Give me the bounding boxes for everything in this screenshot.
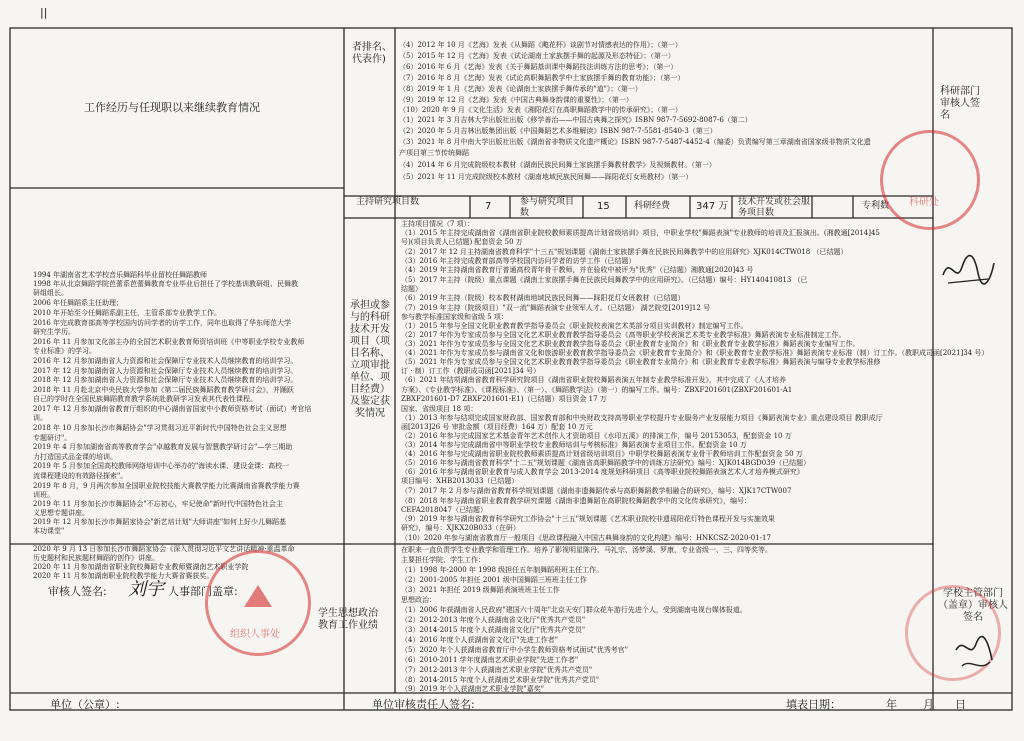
list-item: 2019 年 4 月参加湖南省高等教育学会"卓越教育发展与智慧教学研讨会"—学三期助 — [33, 443, 293, 451]
list-item: 2017 年 12 月参加湖南省人力资源和社会保障厅专业技术人员继续教育的培训学习。 — [33, 367, 298, 375]
political-label-line1: 学生思想政治 — [318, 608, 378, 619]
list-item: 主要担任学院、学生工作： — [401, 556, 485, 564]
list-item: 研究》，编号：XJKX20B033（在研） — [401, 524, 520, 532]
list-item: 项目编号：XHB2013033（已结题） — [401, 477, 519, 485]
list-item: （10）2020 年参与湖南省教育厅一般项目《思政课程融入中国古典舞身韵的文化构建》编号：HNKCSZ-2020-01-17 — [401, 534, 771, 542]
list-item: （5）2017 年主持（院级）重点课题《湖南土家族摆手舞在民族民间舞教学中的应用研究》。（已结题）编号：HY140410813 （已 — [401, 276, 808, 284]
list-item: （4）2012 年 10 月《艺海》发表《从舞蹈《飑花杯》谈剧节对情感表达的作用》；（第一） — [399, 41, 682, 49]
service-projects-label: 技术开发或社会服务项目数 — [738, 197, 811, 218]
list-item: （5）2016 年参与湖南省教育科学"十二五"规划课题《湖南省高职舞蹈教学中的训练方法研究》编号：XJK014BGD039（已结题） — [401, 459, 811, 467]
list-item: 参与教学标准国家级和省级 5 项： — [401, 313, 508, 321]
day-label: 日 — [955, 698, 966, 711]
list-item: （2）2001-2005 年担任 2001 级中国舞蹈三班班主任工作 — [401, 576, 587, 584]
header-mark: || — [40, 6, 48, 19]
list-item: （8）2014-2015 年度个人获湖南艺术职业学院"优秀共产党员" — [401, 676, 600, 684]
fill-date-label: 填表日期： — [786, 698, 841, 711]
political-label-line2: 教育工作业绩 — [318, 620, 378, 631]
list-item: （3）2021 年 8 月中南大学出版社出版《湖南省非物质文化遗产概论》ISBN 987-7-5487-4452-4（编委）负责编写第三章湖南省国家级非物质文化遗 — [399, 138, 871, 146]
list-item: 2019 年 11 月参加长沙市舞蹈协会"不忘初心，牢记使命"新时代中国特色社会主 — [33, 500, 283, 508]
month-label: 月 — [923, 698, 934, 711]
list-item: 2010 年开始至今任舞蹈系副主任，主管系部专业教学工作。 — [33, 309, 222, 317]
list-item: （6）2016 年参与湖南省职业教育与成人教育学会 2013-2014 度规划科研项目《高等职业院校舞蹈表演艺术人才培养模式研究》 — [401, 468, 804, 476]
seal-right-text: 科研处 — [909, 197, 939, 208]
list-item: （3）2016 年主持完成教育部高等学校国内访问学者的访学工作（已结题） — [401, 257, 636, 265]
patent-label: 专利数 — [862, 201, 890, 211]
research-signature-icon — [938, 245, 998, 295]
fund-label: 科研经费 — [634, 201, 671, 211]
list-item: （4）2016 年度个人获湖南省文化厅"先进工作者" — [401, 636, 558, 644]
list-item: 2020 年 9 月 13 日参加长沙市舞蹈家协会《深入贯彻习近平文艺讲话精神·重温革命 — [33, 545, 295, 553]
list-item: 专业标准》的学习。 — [33, 347, 96, 355]
unit-seal-label: 单位（公章）: — [50, 698, 120, 711]
list-item: 2016 年完成教育部高等学校国内访问学者的访学工作，同年也取得了华东师范大学 — [33, 319, 292, 327]
list-item: （6）2016 年 6 月《艺海》发表《关于舞蹈基训课中舞蹈技法训练方法的思考》；（第一） — [399, 63, 678, 71]
list-item: 思想政治： — [401, 596, 436, 604]
list-item: 2016 年 11 月参加文化部主办的全国艺术职业教育师资培训班《中等职业学校专业教师 — [33, 338, 305, 346]
list-item: （2）2016 年参与完成国家艺术基金青年艺术创作人才资助项目《水印五溪》的排演工作，编号 20153053，配套资金 10 万 — [401, 432, 792, 440]
list-item: （8）2019 年 1 月《艺海》发表《论湖南土家族摆手舞传承的"道"》；（第一） — [399, 85, 642, 93]
list-item: 订 · 制）订工作（教职成司函[2021]34 号） — [401, 367, 541, 375]
list-item: （2）2012-2013 年度个人获湖南省文化厅"优秀共产党员" — [401, 616, 586, 624]
list-item: 2006 年任舞蹈系主任助理； — [33, 299, 124, 307]
hr-seal-label: 人事部门盖章: — [168, 585, 238, 598]
research-review-line2: 审核人签 — [940, 98, 980, 109]
research-review-line1: 科研部门 — [940, 86, 980, 97]
list-item: 1994 年湖南省艺术学校音乐舞蹈科毕业留校任舞蹈教师 — [33, 271, 208, 279]
list-item: 义思想专题讲座。 — [33, 509, 89, 517]
list-item: 专题研讨"。 — [33, 434, 72, 442]
list-item: （5）2020 年个人获湖南省教育厅中小学生教师资格考试面试"优秀考官" — [401, 646, 628, 654]
list-item: 本功课堂" — [33, 527, 65, 535]
list-item: 2018 年 11 月赴北京中央民族大学参加《第二届民族舞蹈教育教学研讨会》，并踊跃 — [33, 386, 294, 394]
list-item: （3）2014-2015 年度个人获湖南省文化厅"优秀共产党员" — [401, 626, 586, 634]
list-item: 2019 年 8 月，9 月两次参加全国职业院校技能大赛教学能力比赛湖南省赛教学能力赛 — [33, 482, 300, 490]
projects-label: 承担或参与的科研技术开发项目（项目名称、立项审批单位、项目经费）及鉴定获奖情况 — [350, 300, 390, 419]
reviewer-signature: 刘宇 — [128, 579, 164, 600]
list-item: （1）2021 年 3 月吉林大学出版社出版《移学善治——中国古典舞之探究》ISBN 987-7-5692-8087-6（第二） — [399, 116, 752, 124]
list-item: 函[2013]26 号 审批金额（项目经费）164 万）配套 10 万元 — [401, 423, 593, 431]
list-item: （3）2021 年作为专家成员参与全国文化艺术职业教育教学指导委员会《职业教育专业简介》和《职业教育专业教学标准》舞蹈表演专业编写工作。 — [401, 340, 860, 348]
list-item: （4）2014 年 6 月完成院级校本教材《湖南民族民间舞土家族摆手舞教材教学》及视频教材。（第一） — [399, 161, 716, 169]
reviewer-label: 审核人签名: — [48, 585, 107, 598]
school-dept-review-label: 学校主管部门（盖章）审核人签名 — [938, 588, 1008, 623]
list-item: （5）2021 年作为专家成员参与全国文化艺术职业教育教学指导委员会《职业教育专业简介》和《职业教育专业教学标准》舞蹈表演与编导专业教学标准修 — [401, 358, 881, 366]
list-item: （5）2015 年 12 月《艺海》发表《试论湖南土家族摆手舞的起源及形态特征》；（第一） — [399, 52, 675, 60]
list-item: 国家、省级项目 18 项： — [401, 405, 478, 413]
hr-dept-seal — [205, 550, 311, 656]
list-item: 2019 年 5 月参加全国高校教师网络培训中心举办的"海读水课、建设金课：高校一 — [33, 462, 290, 470]
list-item: 2020 年 11 月参加湖南省职业院校舞蹈专业教师暨湖南艺术职业学院 — [33, 563, 249, 571]
list-item: （2）2017 年 12 月主持湖南省教育科学"十三五"规划课题《湖南土家族摆手舞在民族民间舞教学中的应用研究》XJK014CTW018 （已结题） — [401, 248, 848, 256]
list-item: 自己的学时在全国民族舞蹈教育教学系统赴教研学习发表其代表性课程。 — [33, 395, 257, 403]
list-item: 研组组长。 — [33, 289, 68, 297]
lead-projects-label: 主持研究项目数 — [356, 197, 420, 207]
list-item: （5）2021 年 11 月完成院级校本教材《湖南地域民族民间舞——踩阳花灯女班教材》（第一） — [399, 173, 693, 181]
list-item: 2018 年 10 月参加长沙市舞蹈协会"学习贯彻习近平新时代中国特色社会主义思想 — [33, 424, 287, 432]
seal-left-text: 组织人事处 — [230, 629, 280, 640]
list-item: 2016 年 12 月参加湖南省人力资源和社会保障厅专业技术人员继续教育的培训学习。 — [33, 357, 298, 365]
list-item: （8）2018 年参与湖南省职业教育教学研究课题《湖南非遗舞蹈在高职院校舞蹈教学中的文化传承研究》，编号： — [401, 497, 751, 505]
list-item: （9）2019 年 12 月《艺海》发表《中国古典舞身韵课的重要性》；（第一） — [399, 96, 633, 104]
list-item: （6）2019 年主持（院级）校本教材湖南地域民族民间舞——踩阳花灯女班教材（已结题） — [401, 294, 685, 302]
list-item: CEFA2018047（已结题） — [401, 506, 487, 514]
list-item: （3）2021 年担任 2019 级舞蹈表演班班主任工作 — [401, 586, 560, 594]
list-item: 2018 年 12 月参加湖南省人力资源和社会保障厅专业技术人员继续教育的培训学习。 — [33, 376, 298, 384]
list-item: 产项目第三节传统舞蹈 — [399, 149, 469, 157]
list-item: 2020 年 11 月参加湖南职业院校教学能力大赛省赛获奖。 — [33, 572, 214, 580]
list-item: （7）2012-2013 年个人获湖南艺术职业学院"优秀共产党员" — [401, 666, 593, 674]
list-item: （1）2006 年获湖南省人民政府"建国六十周年"北京天安门群众花车游行先进个人，受到湖南电视台媒体报道。 — [401, 606, 747, 614]
star-icon — [244, 585, 272, 607]
list-item: 研究生学历。 — [33, 328, 75, 336]
works-label-line1: 者排名、 — [352, 42, 392, 53]
list-item: （7）2017 年 2 月参与湖南省教育科学规划课题《湖南非遗舞蹈传承与高职舞蹈教学相融合的研究》，编号：XJK17CTW007 — [401, 487, 792, 495]
list-item: 号)(项目负责人已结题) 配套资金 50 万 — [401, 238, 523, 246]
list-item: 力打造国式品金课的培训。 — [33, 453, 117, 461]
list-item: 2017 年 12 月参加湖南省教育厅组织的中心湖南省国家中小教师资格考试（面试）考官培 — [33, 405, 312, 413]
list-item: （1）2015 年主持完成湖南省《湖南省职业院校教师素质提高计划省级培训》项目，中职业学校"舞蹈表演"专业教师的培训及汇报演出。(湘教通[2014]45 — [401, 229, 880, 237]
lead-projects-value: 7 — [485, 201, 492, 212]
join-projects-value: 15 — [597, 201, 610, 212]
list-item: 在职来一直负责学生专业教学和管理工作。培养了影视明星陈丹、马礼宗、汤梦溪、罗康，专业省级一、三、四等奖等。 — [401, 546, 772, 554]
list-item: （2）2020 年 5 月吉林出版集团出版《中国舞蹈艺术多维解读》ISBN 987-7-5581-8540-3（第三） — [399, 127, 717, 135]
fund-value: 347 万 — [696, 201, 729, 212]
list-item: （9）2019 年参与湖南省教育科学研究工作协会"十三五"规划课题《艺术职业院校非遗瑶阳花灯特色课程开发与实施效果 — [401, 515, 775, 523]
list-item: （1）2013 年参与结项完成国家财政部、国家教育部和中央财政支持高等职业学校提升专业服务产业发展能力项目《舞蹈表演专业》重点建设项目 教职成厅 — [401, 414, 883, 422]
list-item: 1998 年从北京舞蹈学院芭蕾系芭蕾舞教育专业毕业后担任了学校基训教研组、民舞教 — [33, 280, 299, 288]
list-item: （7）2016 年 8 月《艺海》发表《试论高职舞蹈教学中土家族摆手舞的教育功能》；（第一） — [399, 74, 685, 82]
list-item: 训。 — [33, 414, 47, 422]
list-item: 流课程建设的有效路径探索"。 — [33, 472, 128, 480]
list-item: （4）2021 年作为专家成员参与湖南省文化和旅游职业教育教学指导委员会《职业教育专业简介》和《职业教育专业教学标准》舞蹈表演专业标准（制）订工作。（教职成司函[2021]34 号） — [401, 349, 989, 357]
works-label-line2: 代表作) — [352, 54, 386, 65]
list-item: （2）2017 年作为专家成员参与全国文化艺术职业教育教学指导委员会《高等职业学校表演艺术类专业教学标准》舞蹈表演专业标准制定工作。 — [401, 331, 846, 339]
list-item: （10）2020 年 9 月《文化生活》发表《湘阳花灯在高职舞蹈教学中的传承研究》；（第一） — [399, 106, 682, 114]
school-signature-icon — [950, 630, 1000, 680]
list-item: 训班。 — [33, 491, 54, 499]
research-dept-seal — [880, 130, 980, 230]
list-item: （1）2015 年参与全国文化职业教育教学指导委员会《职业院校表演艺术类部分项目实训教材》制定编写工作。 — [401, 322, 748, 330]
list-item: 历史题材和民族题材舞蹈的创作》讲座。 — [33, 554, 159, 562]
year-label: 年 — [886, 698, 897, 711]
join-projects-label: 参与研究项目数 — [520, 197, 575, 218]
list-item: 方案》、《专业教学标准》、《课程标准》、（第一）、《舞蹈教学法》（第一）的编写工作。编号：ZBXF201601(ZBXF201601-A1 — [401, 386, 793, 394]
list-item: （9）2019 年个人获湖南艺术职业学院"嘉奖" — [401, 685, 544, 693]
list-item: （3）2014 年参与完成湖南省中等职业学校专业教师培训与考核标准》舞蹈表演专业项目工作。配套资金 10 万 — [401, 441, 747, 449]
list-item: （1）1998 年-2000 年 1998 级担任五年制舞蹈班班主任工作。 — [401, 566, 604, 574]
list-item: （4）2016 年参与完成湖南省职业院校教师素质提高计划省级培训项目》中职学校舞蹈表演专业骨干教师培训工作配套资金 50 万 — [401, 450, 803, 458]
list-item: （4）2019 年主持湖南省教育厅普通高校青年骨干教师，并在验收中被评为"优秀"（已结题）湘教通[2020]43 号 — [401, 266, 754, 274]
research-review-line3: 名 — [940, 110, 950, 121]
list-item: ZBXF201601-D7 ZBXF201601-E1)（已结题）项目资金 17 万 — [401, 395, 607, 403]
work-experience-title: 工作经历与任现职以来继续教育情况 — [84, 101, 260, 114]
list-item: 主持项目情况（7 项）： — [401, 220, 475, 228]
list-item: 结题） — [401, 285, 422, 293]
list-item: 2019 年 12 月参加长沙市舞蹈家协会"新艺培计划"大师讲座"如何上好少儿舞蹈基 — [33, 518, 287, 526]
list-item: （6）2021 年结项湖南省教育科学研究院项目《湖南省职业院校舞蹈表演五年制专业教学标准开发》，其中完成了《人才培养 — [401, 376, 786, 384]
list-item: （7）2019 年主持（院级项目）"双一流"舞蹈表演专业领军人才。（已结题） 湖艺院党[2019]12 号 — [401, 304, 711, 312]
unit-reviewer-label: 单位审核责任人签名: — [372, 698, 475, 711]
list-item: （6）2010-2011 学年度湖南艺术职业学院"先进工作者" — [401, 656, 579, 664]
